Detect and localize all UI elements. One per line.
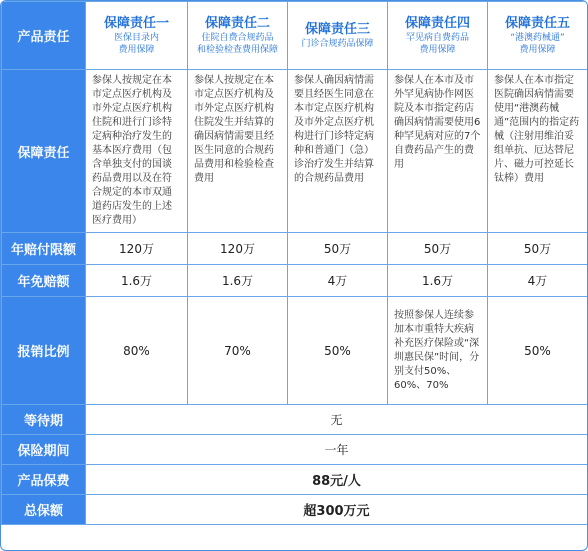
label-reimbursement-ratio: 报销比例 [2,297,86,405]
ratio-value: 50% [488,297,588,405]
column-title: 保障责任四 [404,15,470,31]
column-title: 保障责任五 [504,15,570,31]
column-subtitle: 和检验检查费用保障 [196,44,278,55]
coverage-description: 参保人按规定在本市定点医疗机构及市外定点医疗机构住院和进行门诊特定病种治疗发生的基本医疗费用（包含单独支付的国谈药品费用以及在符合规定的本市双通道药店发生的上述医疗费用） [86,70,188,233]
column-header-3 [288,2,388,70]
column-title: 保障责任二 [204,15,270,31]
column-header-2 [188,2,288,70]
coverage-description: 参保人按规定在本市定点医疗机构及市外定点医疗机构住院发生并结算的确因病情需要且经医生同意的合规药品费用和检验检查费用 [188,70,288,233]
total-coverage-row [2,495,588,525]
annual-limit-value: 50万 [388,233,488,265]
column-header-1 [86,2,188,70]
coverage-description: 参保人在本市指定医院确因病情需要使用“港澳药械通”范围内的指定药械（注射用维泊妥组单抗、厄达替尼片、磁力可控延长钛棒）费用 [488,70,588,233]
waiting-period-row [2,405,588,435]
insurance-period-value: 一年 [86,435,588,465]
ratio-row [2,297,588,405]
label-premium: 产品保费 [2,465,86,495]
label-waiting-period: 等待期 [2,405,86,435]
column-subtitle: 罕见病自费药品 [405,32,469,43]
waiting-period-value: 无 [86,405,588,435]
column-subtitle: 费用保障 [118,44,155,55]
deductible-value: 1.6万 [388,265,488,297]
column-subtitle: 费用保障 [519,44,556,55]
insurance-period-row [2,435,588,465]
column-header-5 [488,2,588,70]
label-annual-deductible: 年免赔额 [2,265,86,297]
column-subtitle: 费用保障 [419,44,456,55]
annual-limit-value: 120万 [86,233,188,265]
label-total-coverage: 总保额 [2,495,86,525]
column-subtitle: 住院自费合规药品 [201,32,274,43]
total-coverage-value: 超300万元 [86,495,588,525]
deductible-value: 4万 [488,265,588,297]
column-header-4 [388,2,488,70]
deductible-row [2,265,588,297]
column-title: 保障责任三 [304,21,370,37]
label-product-liability: 产品责任 [2,2,86,70]
label-annual-limit: 年赔付限额 [2,233,86,265]
ratio-value: 80% [86,297,188,405]
ratio-value: 70% [188,297,288,405]
column-title: 保障责任一 [103,15,169,31]
ratio-value: 按照参保人连续参加本市重特大疾病补充医疗保险或“深圳惠民保”时间，分别支付50%、60%、70% [388,297,488,405]
column-subtitle: “港澳药械通” [510,32,565,43]
annual-limit-value: 120万 [188,233,288,265]
coverage-table [1,1,588,525]
annual-limit-value: 50万 [488,233,588,265]
deductible-value: 1.6万 [86,265,188,297]
label-coverage-liability: 保障责任 [2,70,86,233]
annual-limit-row [2,233,588,265]
column-subtitle: 医保目录内 [113,32,159,43]
column-subtitle: 门诊合规药品保障 [301,38,374,49]
header-row [2,2,588,70]
coverage-row [2,70,588,233]
coverage-description: 参保人在本市及市外罕见病协作网医院及本市指定药店确因病情需要使用6种罕见病对应的7个自费药品产生的费用 [388,70,488,233]
premium-value: 88元/人 [86,465,588,495]
label-insurance-period: 保险期间 [2,435,86,465]
annual-limit-value: 50万 [288,233,388,265]
ratio-value: 50% [288,297,388,405]
premium-row [2,465,588,495]
coverage-description: 参保人确因病情需要且经医生同意在本市定点医疗机构及市外定点医疗机构进行门诊特定病种和普通门（急）诊治疗发生并结算的合规药品费用 [288,70,388,233]
deductible-value: 1.6万 [188,265,288,297]
deductible-value: 4万 [288,265,388,297]
